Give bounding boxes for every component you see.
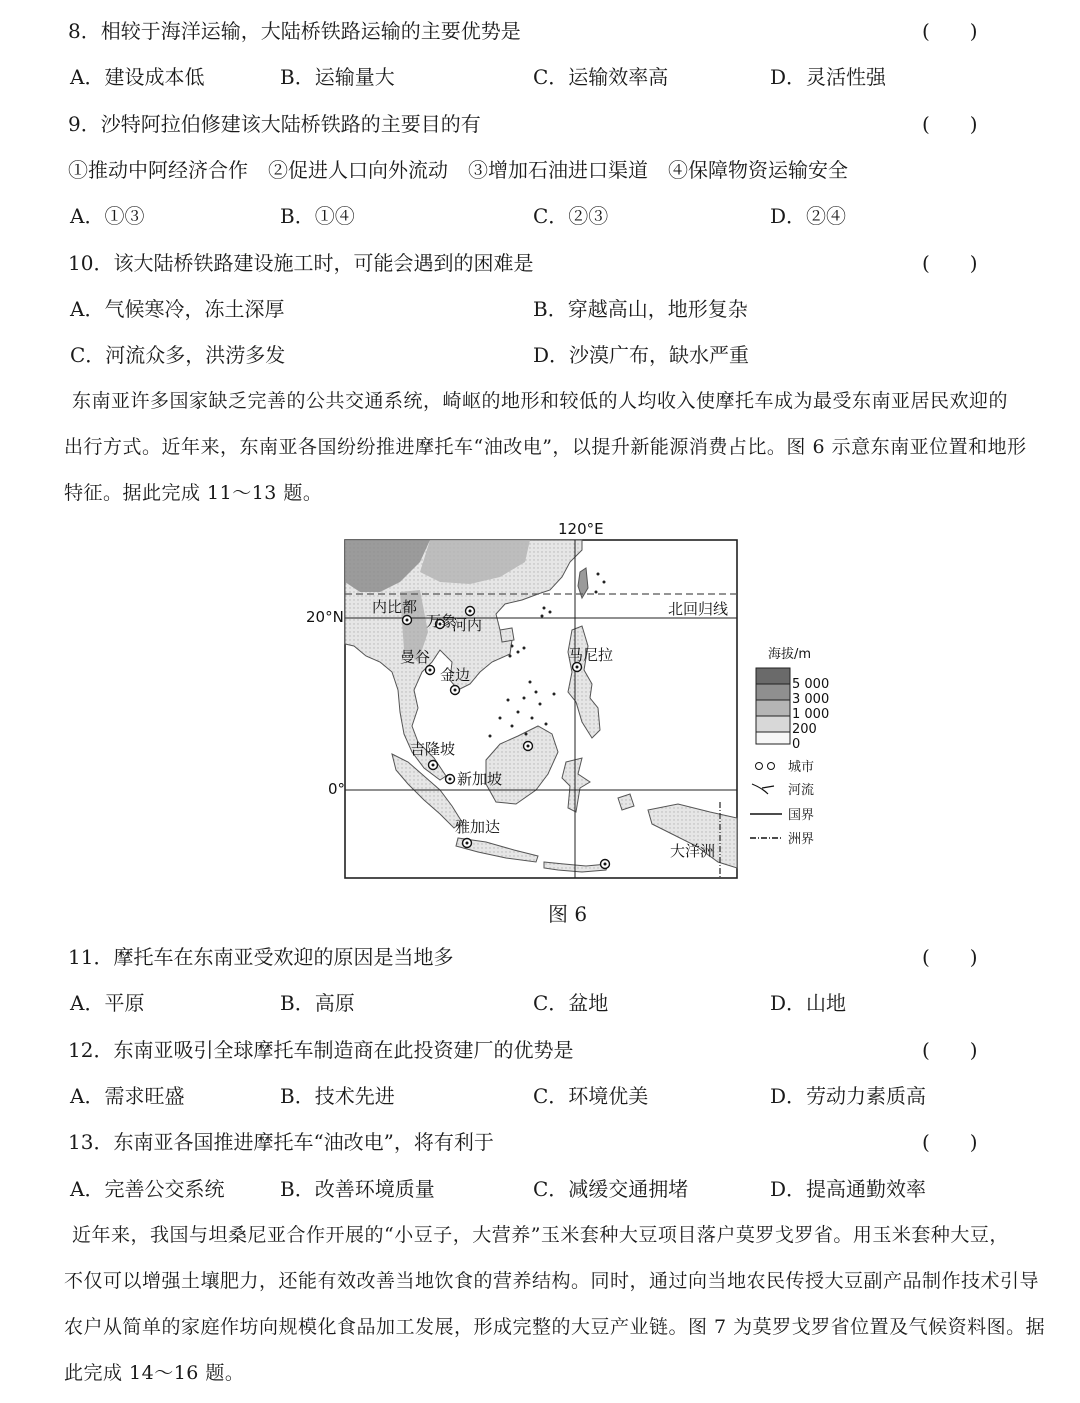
q8-option-d: D．灵活性强 — [770, 65, 887, 89]
q9-stem: 9．沙特阿拉伯修建该大陆桥铁路的主要目的有 — [68, 112, 481, 136]
legend-level-0: 0 — [792, 737, 801, 752]
q8-option-b: B．运输量大 — [280, 65, 395, 89]
city-label-vientiane: 万象 — [426, 612, 457, 630]
lat-20n-label: 20°N — [306, 608, 344, 626]
q8-answer-bracket: ( ) — [922, 19, 978, 43]
q12-stem: 12．东南亚吸引全球摩托车制造商在此投资建厂的优势是 — [68, 1038, 574, 1062]
q12-option-d: D．劳动力素质高 — [770, 1084, 927, 1108]
city-label-singapore: 新加坡 — [457, 770, 503, 788]
q13-option-b: B．改善环境质量 — [280, 1177, 435, 1201]
city-dili — [601, 860, 610, 869]
passage2-line-3: 农户从简单的家庭作坊向规模化食品加工发展，形成完整的大豆产业链。图 7 为莫罗戈罗省位置及气候资料图。据 — [64, 1316, 1046, 1338]
passage2-line-4: 此完成 14～16 题。 — [64, 1362, 245, 1384]
hainan-island — [500, 628, 514, 642]
q9-option-d: D．②④ — [770, 204, 847, 228]
q9-option-a: A．①③ — [70, 204, 145, 228]
oceania-label: 大洋洲 — [670, 842, 716, 860]
legend-river-icon — [752, 784, 774, 794]
q11-answer-bracket: ( ) — [922, 945, 978, 969]
q12-option-c: C．环境优美 — [533, 1084, 649, 1108]
legend-level-1000: 1 000 — [792, 707, 830, 722]
legend-swatch-200 — [756, 716, 790, 732]
city-label-phnompenh: 金边 — [440, 666, 471, 684]
q11-option-c: C．盆地 — [533, 991, 609, 1015]
q10-option-b: B．穿越高山，地形复杂 — [533, 297, 748, 321]
legend-swatch-3000 — [756, 684, 790, 700]
legend-border-label: 国界 — [788, 808, 815, 823]
q13-stem: 13．东南亚各国推进摩托车“油改电”，将有利于 — [68, 1130, 494, 1154]
q13-answer-bracket: ( ) — [922, 1130, 978, 1154]
legend-swatch-5000 — [756, 668, 790, 684]
q12-option-b: B．技术先进 — [280, 1084, 395, 1108]
q8-option-a: A．建设成本低 — [70, 65, 205, 89]
q9-answer-bracket: ( ) — [922, 112, 978, 136]
passage2-line-1: 近年来，我国与坦桑尼亚合作开展的“小豆子，大营养”玉米套种大豆项目落户莫罗戈罗省。用玉米套种大豆， — [72, 1224, 1009, 1246]
q11-option-b: B．高原 — [280, 991, 355, 1015]
city-label-jakarta: 雅加达 — [455, 818, 501, 836]
q9-option-b: B．①④ — [280, 204, 355, 228]
q13-option-d: D．提高通勤效率 — [770, 1177, 927, 1201]
q8-stem: 8．相较于海洋运输，大陆桥铁路运输的主要优势是 — [68, 19, 521, 43]
passage1-line-2: 出行方式。近年来，东南亚各国纷纷推进摩托车“油改电”，以提升新能源消费占比。图 6 示意东南亚位置和地形 — [64, 436, 1027, 458]
q11-option-a: A．平原 — [70, 991, 145, 1015]
passage2-line-2: 不仅可以增强土壤肥力，还能有效改善当地饮食的营养结构。同时，通过向当地农民传授大豆副产品制作技术引导 — [64, 1270, 1040, 1292]
q9-option-c: C．②③ — [533, 204, 609, 228]
q10-stem: 10．该大陆桥铁路建设施工时，可能会遇到的困难是 — [68, 251, 534, 275]
legend-city-icon — [756, 763, 763, 770]
passage1-line-3: 特征。据此完成 11～13 题。 — [64, 482, 323, 504]
q8-option-c: C．运输效率高 — [533, 65, 669, 89]
lon-120e-label: 120°E — [558, 522, 604, 538]
legend-title: 海拔/m — [768, 647, 812, 662]
passage1-line-1: 东南亚许多国家缺乏完善的公共交通系统，崎岖的地形和较低的人均收入使摩托车成为最受东南亚居民欢迎的 — [72, 390, 1009, 412]
legend-river-label: 河流 — [788, 783, 815, 798]
legend-level-200: 200 — [792, 722, 817, 737]
map-legend — [750, 646, 829, 847]
legend-city-label: 城市 — [788, 760, 815, 775]
city-label-naypyidaw: 内比都 — [372, 598, 418, 616]
lat-0-label: 0° — [328, 780, 346, 798]
q10-option-c: C．河流众多，洪涝多发 — [70, 343, 286, 367]
q12-answer-bracket: ( ) — [922, 1038, 978, 1062]
legend-level-3000: 3 000 — [792, 692, 830, 707]
q11-stem: 11．摩托车在东南亚受欢迎的原因是当地多 — [68, 945, 454, 969]
legend-swatch-1000 — [756, 700, 790, 716]
q11-option-d: D．山地 — [770, 991, 847, 1015]
city-label-manila: 马尼拉 — [568, 646, 614, 664]
q10-option-d: D．沙漠广布，缺水严重 — [533, 343, 750, 367]
figure-caption: 图 6 — [548, 902, 588, 926]
legend-swatch-0 — [756, 732, 790, 744]
legend-level-5000: 5 000 — [792, 677, 830, 692]
city-label-hanoi: 河内 — [452, 616, 483, 634]
city-label-bangkok: 曼谷 — [400, 648, 431, 666]
q9-statements: ①推动中阿经济合作 ②促进人口向外流动 ③增加石油进口渠道 ④保障物资运输安全 — [68, 158, 848, 182]
city-label-kualalumpur: 吉隆坡 — [410, 740, 456, 758]
q12-option-a: A．需求旺盛 — [70, 1084, 185, 1108]
q13-option-a: A．完善公交系统 — [70, 1177, 225, 1201]
city-bandar-seri-begawan — [524, 742, 533, 751]
legend-continent-label: 洲界 — [788, 832, 815, 847]
q10-answer-bracket: ( ) — [922, 251, 978, 275]
tropic-label: 北回归线 — [668, 600, 729, 618]
q13-option-c: C．减缓交通拥堵 — [533, 1177, 689, 1201]
southeast-asia-map — [300, 522, 860, 892]
q10-option-a: A．气候寒冷，冻土深厚 — [70, 297, 285, 321]
